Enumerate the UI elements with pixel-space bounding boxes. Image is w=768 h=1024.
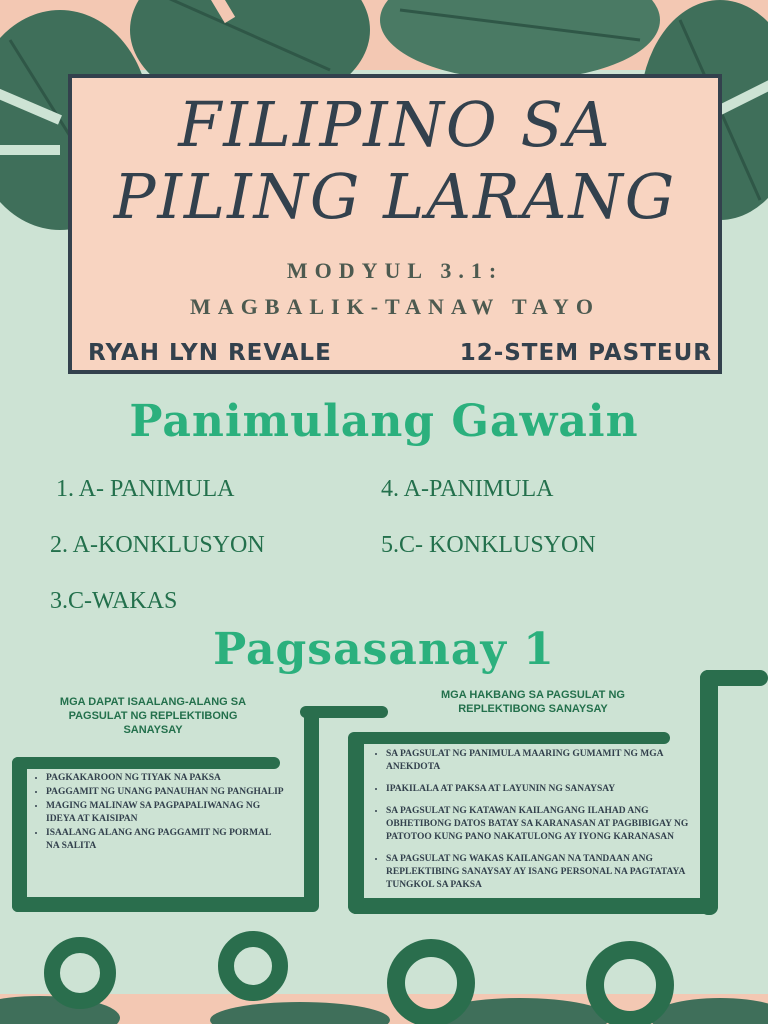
list-item: • SA PAGSULAT NG WAKAS KAILANGAN NA TANDAAN ANG REPLEKTIBING SANAYSAY AY ISANG PERSONAL NA PAGTATAYA TUNGKOL SA PAKSA	[386, 853, 706, 892]
module-number: MODYUL 3.1:	[286, 258, 504, 283]
answer-3: 3.C-WAKAS	[50, 588, 178, 614]
answer-4: 4. A-PANIMULA	[381, 476, 554, 502]
list-item: • PAGGAMIT NG UNANG PANAUHAN NG PANGHALIP	[46, 786, 286, 799]
panimula-heading: Panimulang Gawain	[129, 396, 639, 447]
answer-1: 1. A- PANIMULA	[56, 476, 235, 502]
title-card	[68, 74, 722, 374]
pagsasanay-heading: Pagsasanay 1	[213, 624, 555, 675]
right-column-heading: MGA HAKBANG SA PAGSULAT NG REPLEKTIBONG SANAYSAY	[441, 689, 625, 715]
left-bullet-list	[28, 772, 286, 854]
right-bullet-list	[368, 748, 706, 901]
list-item: • IPAKILALA AT PAKSA AT LAYUNIN NG SANAYSAY	[386, 783, 706, 796]
list-item: • ISAALANG ALANG ANG PAGGAMIT NG PORMAL NA SALITA	[46, 827, 286, 853]
answer-5: 5.C- KONKLUSYON	[381, 532, 596, 558]
list-item: • SA PAGSULAT NG PANIMULA MAARING GUMAMIT NG MGA ANEKDOTA	[386, 748, 706, 774]
author-name: RYAH LYN REVALE	[88, 340, 332, 366]
left-column-heading: MGA DAPAT ISAALANG-ALANG SA PAGSULAT NG REPLEKTIBONG SANAYSAY	[59, 696, 247, 736]
list-item: • PAGKAKAROON NG TIYAK NA PAKSA	[46, 772, 286, 785]
class-section: 12-STEM PASTEUR	[459, 340, 712, 366]
answer-2: 2. A-KONKLUSYON	[50, 532, 265, 558]
list-item: • SA PAGSULAT NG KATAWAN KAILANGANG ILAHAD ANG OBHETIBONG DATOS BATAY SA KARANASAN AT PAGBIBIGAY NG PATOTOO KUNG PANO NAKATULONG AY IYONG KARANASAN	[386, 805, 706, 844]
module-title: MAGBALIK-TANAW TAYO	[190, 294, 600, 319]
list-item: • MAGING MALINAW SA PAGPAPALIWANAG NG IDEYA AT KAISIPAN	[46, 800, 286, 826]
title-line-1: FILIPINO SA	[178, 88, 612, 161]
title-line-2: PILING LARANG	[113, 160, 677, 233]
